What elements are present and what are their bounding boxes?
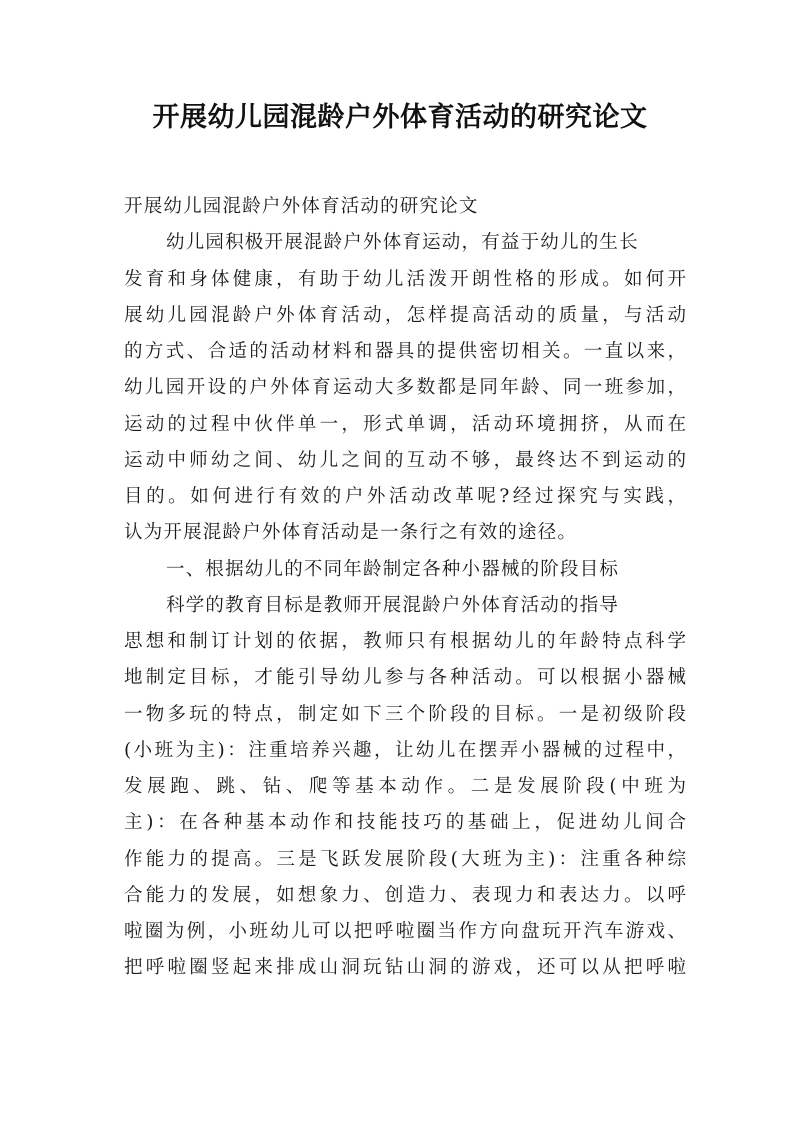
paragraph-line: (小班为主)：注重培养兴趣，让幼儿在摆弄小器械的过程中， bbox=[124, 739, 686, 761]
paragraph-line: 合能力的发展，如想象力、创造力、表现力和表达力。以呼 bbox=[124, 884, 686, 906]
paragraph-line: 啦圈为例，小班幼儿可以把呼啦圈当作方向盘玩开汽车游戏、 bbox=[124, 921, 686, 942]
paragraph-line: 思想和制订计划的依据，教师只有根据幼儿的年龄特点科学 bbox=[124, 631, 686, 652]
paragraph-line: 展幼儿园混龄户外体育活动，怎样提高活动的质量，与活动 bbox=[124, 304, 686, 326]
paragraph-line: 运动的过程中伙伴单一，形式单调，活动环境拥挤，从而在 bbox=[124, 413, 686, 435]
subtitle-line: 开展幼儿园混龄户外体育活动的研究论文 bbox=[124, 196, 479, 217]
paragraph-line: 主)：在各种基本动作和技能技巧的基础上，促进幼儿间合 bbox=[124, 812, 686, 834]
document-body bbox=[124, 189, 686, 987]
paragraph-line: 运动中师幼之间、幼儿之间的互动不够，最终达不到运动的 bbox=[124, 449, 686, 471]
section-heading: 一、根据幼儿的不同年龄制定各种小器械的阶段目标 bbox=[166, 558, 620, 580]
paragraph-line: 发育和身体健康，有助于幼儿活泼开朗性格的形成。如何开 bbox=[124, 268, 686, 290]
paragraph-line: 发展跑、跳、钻、爬等基本动作。二是发展阶段(中班为 bbox=[124, 776, 686, 797]
paragraph-line: 认为开展混龄户外体育活动是一条行之有效的途径。 bbox=[124, 522, 578, 544]
paragraph-line: 一物多玩的特点，制定如下三个阶段的目标。一是初级阶段 bbox=[124, 703, 686, 725]
paragraph-line: 科学的教育目标是教师开展混龄户外体育活动的指导 bbox=[166, 594, 620, 616]
paragraph-line: 的方式、合适的活动材料和器具的提供密切相关。一直以来， bbox=[124, 341, 686, 362]
paragraph-line: 作能力的提高。三是飞跃发展阶段(大班为主)：注重各种综 bbox=[124, 848, 686, 870]
paragraph-line: 把呼啦圈竖起来排成山洞玩钻山洞的游戏，还可以从把呼啦 bbox=[124, 957, 686, 979]
paragraph-line: 目的。如何进行有效的户外活动改革呢?经过探究与实践， bbox=[124, 486, 686, 507]
paragraph-line: 幼儿园开设的户外体育运动大多数都是同年龄、同一班参加， bbox=[124, 377, 686, 399]
paragraph-line: 地制定目标，才能引导幼儿参与各种活动。可以根据小器械 bbox=[124, 667, 686, 689]
document-title: 开展幼儿园混龄户外体育活动的研究论文 bbox=[152, 102, 648, 133]
paragraph-line: 幼儿园积极开展混龄户外体育运动，有益于幼儿的生长 bbox=[166, 232, 639, 254]
